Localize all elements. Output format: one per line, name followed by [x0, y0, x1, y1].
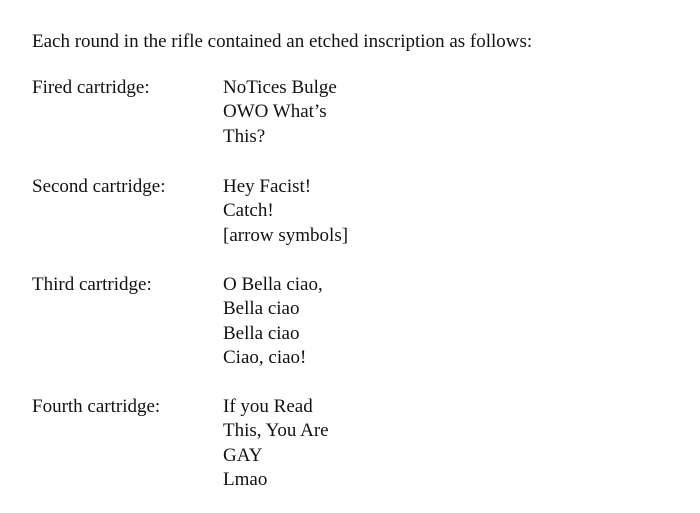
cartridge-label: Second cartridge: — [32, 176, 166, 197]
inscription-line: OWO What’s — [223, 101, 327, 123]
inscription-line: Catch! — [223, 200, 274, 222]
inscription-line: O Bella ciao, — [223, 274, 323, 295]
inscription-line: Bella ciao — [223, 322, 300, 344]
cartridge-label: Fired cartridge: — [32, 77, 150, 98]
inscription-line: Hey Facist! — [223, 176, 312, 197]
inscription-text — [223, 175, 348, 248]
inscription-line: [arrow symbols] — [223, 224, 349, 246]
inscription-line: Lmao — [223, 468, 268, 490]
intro-paragraph: Each round in the rifle contained an etched inscription as follows: — [32, 31, 533, 52]
inscription-line: NoTices Bulge — [223, 77, 337, 98]
inscription-text — [223, 395, 329, 492]
inscription-line: Ciao, ciao! — [223, 346, 307, 368]
inscription-line: Bella ciao — [223, 298, 300, 320]
cartridge-label: Fourth cartridge: — [32, 396, 161, 417]
cartridge-label: Third cartridge: — [32, 274, 152, 295]
inscription-text — [223, 76, 337, 149]
inscription-line: If you Read — [223, 396, 313, 417]
inscription-text — [223, 273, 323, 370]
inscription-line: This, You Are — [223, 420, 329, 442]
inscription-line: GAY — [223, 444, 263, 466]
inscription-line: This? — [223, 125, 266, 147]
